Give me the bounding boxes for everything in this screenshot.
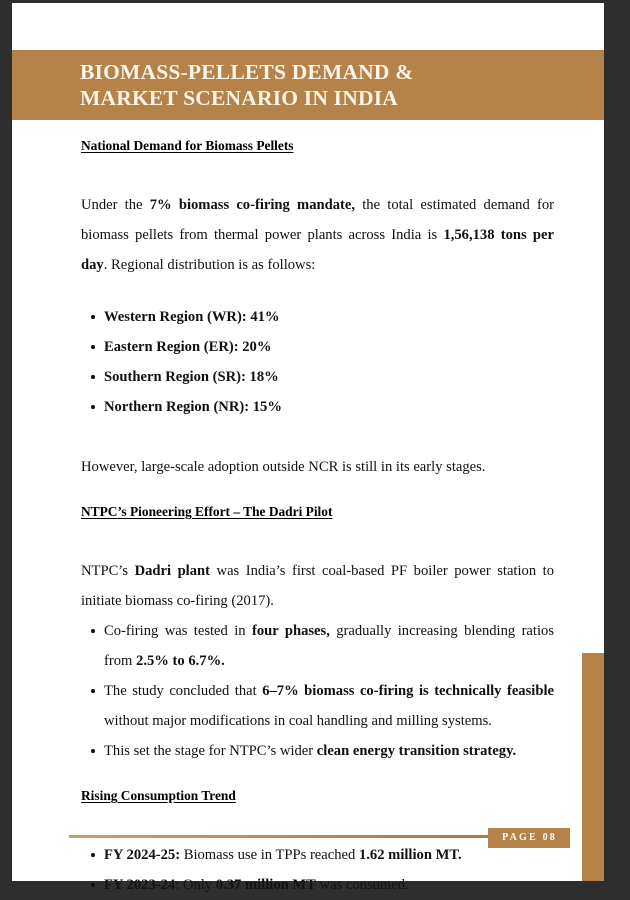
- page-number-badge: PAGE 08: [488, 828, 570, 848]
- text-bold: 6–7% biomass co-firing is technically feasible: [262, 683, 554, 699]
- list-item: Northern Region (NR): 15%: [81, 392, 554, 422]
- text-segment: without major modifications in coal handling and milling systems.: [104, 713, 492, 729]
- text-bold: 2.5% to 6.7%.: [136, 653, 225, 669]
- page-title-line-1: BIOMASS-PELLETS DEMAND &: [80, 60, 414, 84]
- text-bold-fiscal-year: FY 2024-25:: [104, 847, 181, 863]
- text-segment: This set the stage for NTPC’s wider: [104, 743, 317, 759]
- text-segment: Under the: [81, 197, 150, 213]
- list-item: Eastern Region (ER): 20%: [81, 332, 554, 362]
- list-item: [81, 736, 554, 766]
- text-bold-volume: 1.62 million MT.: [358, 847, 462, 863]
- list-item: [81, 870, 554, 900]
- text-segment: The study concluded that: [104, 683, 263, 699]
- page-title-banner: [12, 50, 604, 120]
- text-bold-demand-figure: 1,56,138 tons per day: [81, 227, 554, 273]
- text-segment: was consumed.: [315, 877, 409, 893]
- text-bold-volume: 0.37 million MT: [215, 877, 316, 893]
- text-segment: : Only: [175, 877, 216, 893]
- text-bold: clean energy transition strategy.: [316, 743, 517, 759]
- text-bold-fiscal-year: FY 2023-24: [104, 877, 176, 893]
- text-bold-mandate: 7% biomass co-firing mandate,: [149, 197, 356, 213]
- list-dadri-findings: [81, 616, 554, 766]
- text-bold-dadri-plant: Dadri plant: [134, 563, 211, 579]
- paragraph-dadri-intro: [81, 556, 554, 616]
- text-segment: gradually increasing blending ratios from: [104, 623, 554, 669]
- list-item: [81, 616, 554, 676]
- section-heading-consumption-trend: Rising Consumption Trend: [81, 788, 236, 803]
- page-footer: [69, 828, 585, 850]
- paragraph-national-demand: [81, 190, 554, 280]
- list-item: [81, 676, 554, 736]
- spacer: [81, 520, 554, 556]
- spacer: [81, 766, 554, 788]
- text-segment: was India’s first coal-based PF boiler power station to initiate biomass co-firing (2017).: [81, 563, 555, 609]
- section-heading-national-demand: National Demand for Biomass Pellets: [81, 138, 294, 153]
- text-segment: NTPC’s: [81, 563, 135, 579]
- spacer: [81, 154, 554, 190]
- page-title-line-2: MARKET SCENARIO IN INDIA: [80, 86, 398, 110]
- right-accent-bar: [582, 653, 604, 881]
- footer-divider-rule: [69, 835, 521, 838]
- document-content: [81, 138, 554, 900]
- text-segment: Biomass use in TPPs reached: [180, 847, 359, 863]
- spacer: [81, 482, 554, 504]
- text-segment: . Regional distribution is as follows:: [103, 257, 316, 273]
- text-bold: four phases,: [251, 623, 330, 639]
- text-segment: Co-firing was tested in: [104, 623, 252, 639]
- paragraph-ncr-note: However, large-scale adoption outside NCR is still in its early stages.: [81, 459, 486, 475]
- spacer: [81, 280, 554, 302]
- section-heading-dadri-pilot: NTPC’s Pioneering Effort – The Dadri Pilot: [81, 504, 333, 519]
- list-item: Southern Region (SR): 18%: [81, 362, 554, 392]
- list-regional-distribution: [81, 302, 554, 422]
- text-segment: the total estimated demand for biomass pellets from thermal power plants across India is: [81, 197, 554, 243]
- list-item: Western Region (WR): 41%: [81, 302, 554, 332]
- spacer: [81, 422, 554, 452]
- document-page: [12, 3, 604, 893]
